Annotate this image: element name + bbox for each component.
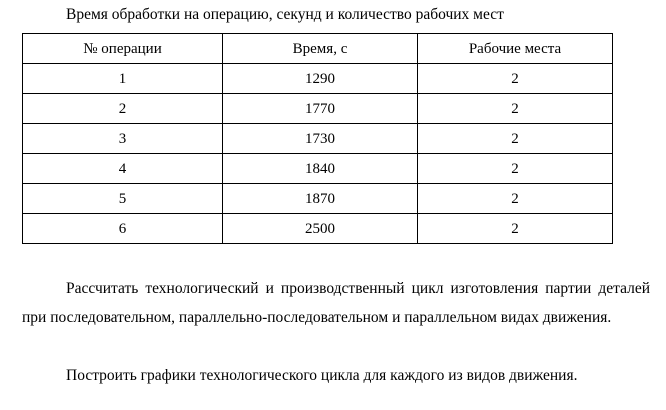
cell-operation-number: 1 [23,64,223,94]
table-row [23,124,613,154]
table-row [23,154,613,184]
cell-time: 1870 [223,184,418,214]
cell-operation-number: 4 [23,154,223,184]
task-paragraph-build-graphs: Построить графики технологического цикла для каждого из видов движения. [66,367,578,384]
cell-time: 1770 [223,94,418,124]
cell-workplaces: 2 [418,184,613,214]
cell-time: 1290 [223,64,418,94]
table-header-row [23,34,613,64]
table-row [23,214,613,244]
table-caption: Время обработки на операцию, секунд и количество рабочих мест [66,6,504,23]
cell-time: 2500 [223,214,418,244]
header-operation-number: № операции [23,34,223,64]
cell-operation-number: 5 [23,184,223,214]
cell-workplaces: 2 [418,154,613,184]
cell-time: 1840 [223,154,418,184]
header-time: Время, с [223,34,418,64]
operations-table [22,33,613,244]
cell-operation-number: 2 [23,94,223,124]
cell-time: 1730 [223,124,418,154]
cell-workplaces: 2 [418,64,613,94]
cell-workplaces: 2 [418,124,613,154]
task-paragraph-cycle-calculation: Рассчитать технологический и производственный цикл изготовления партии деталей при последовательном, параллельно-последовательном и параллельном видах движения. [22,280,650,326]
table-row [23,94,613,124]
cell-operation-number: 3 [23,124,223,154]
cell-workplaces: 2 [418,94,613,124]
header-workplaces: Рабочие места [418,34,613,64]
table-row [23,64,613,94]
cell-operation-number: 6 [23,214,223,244]
table-row [23,184,613,214]
cell-workplaces: 2 [418,214,613,244]
